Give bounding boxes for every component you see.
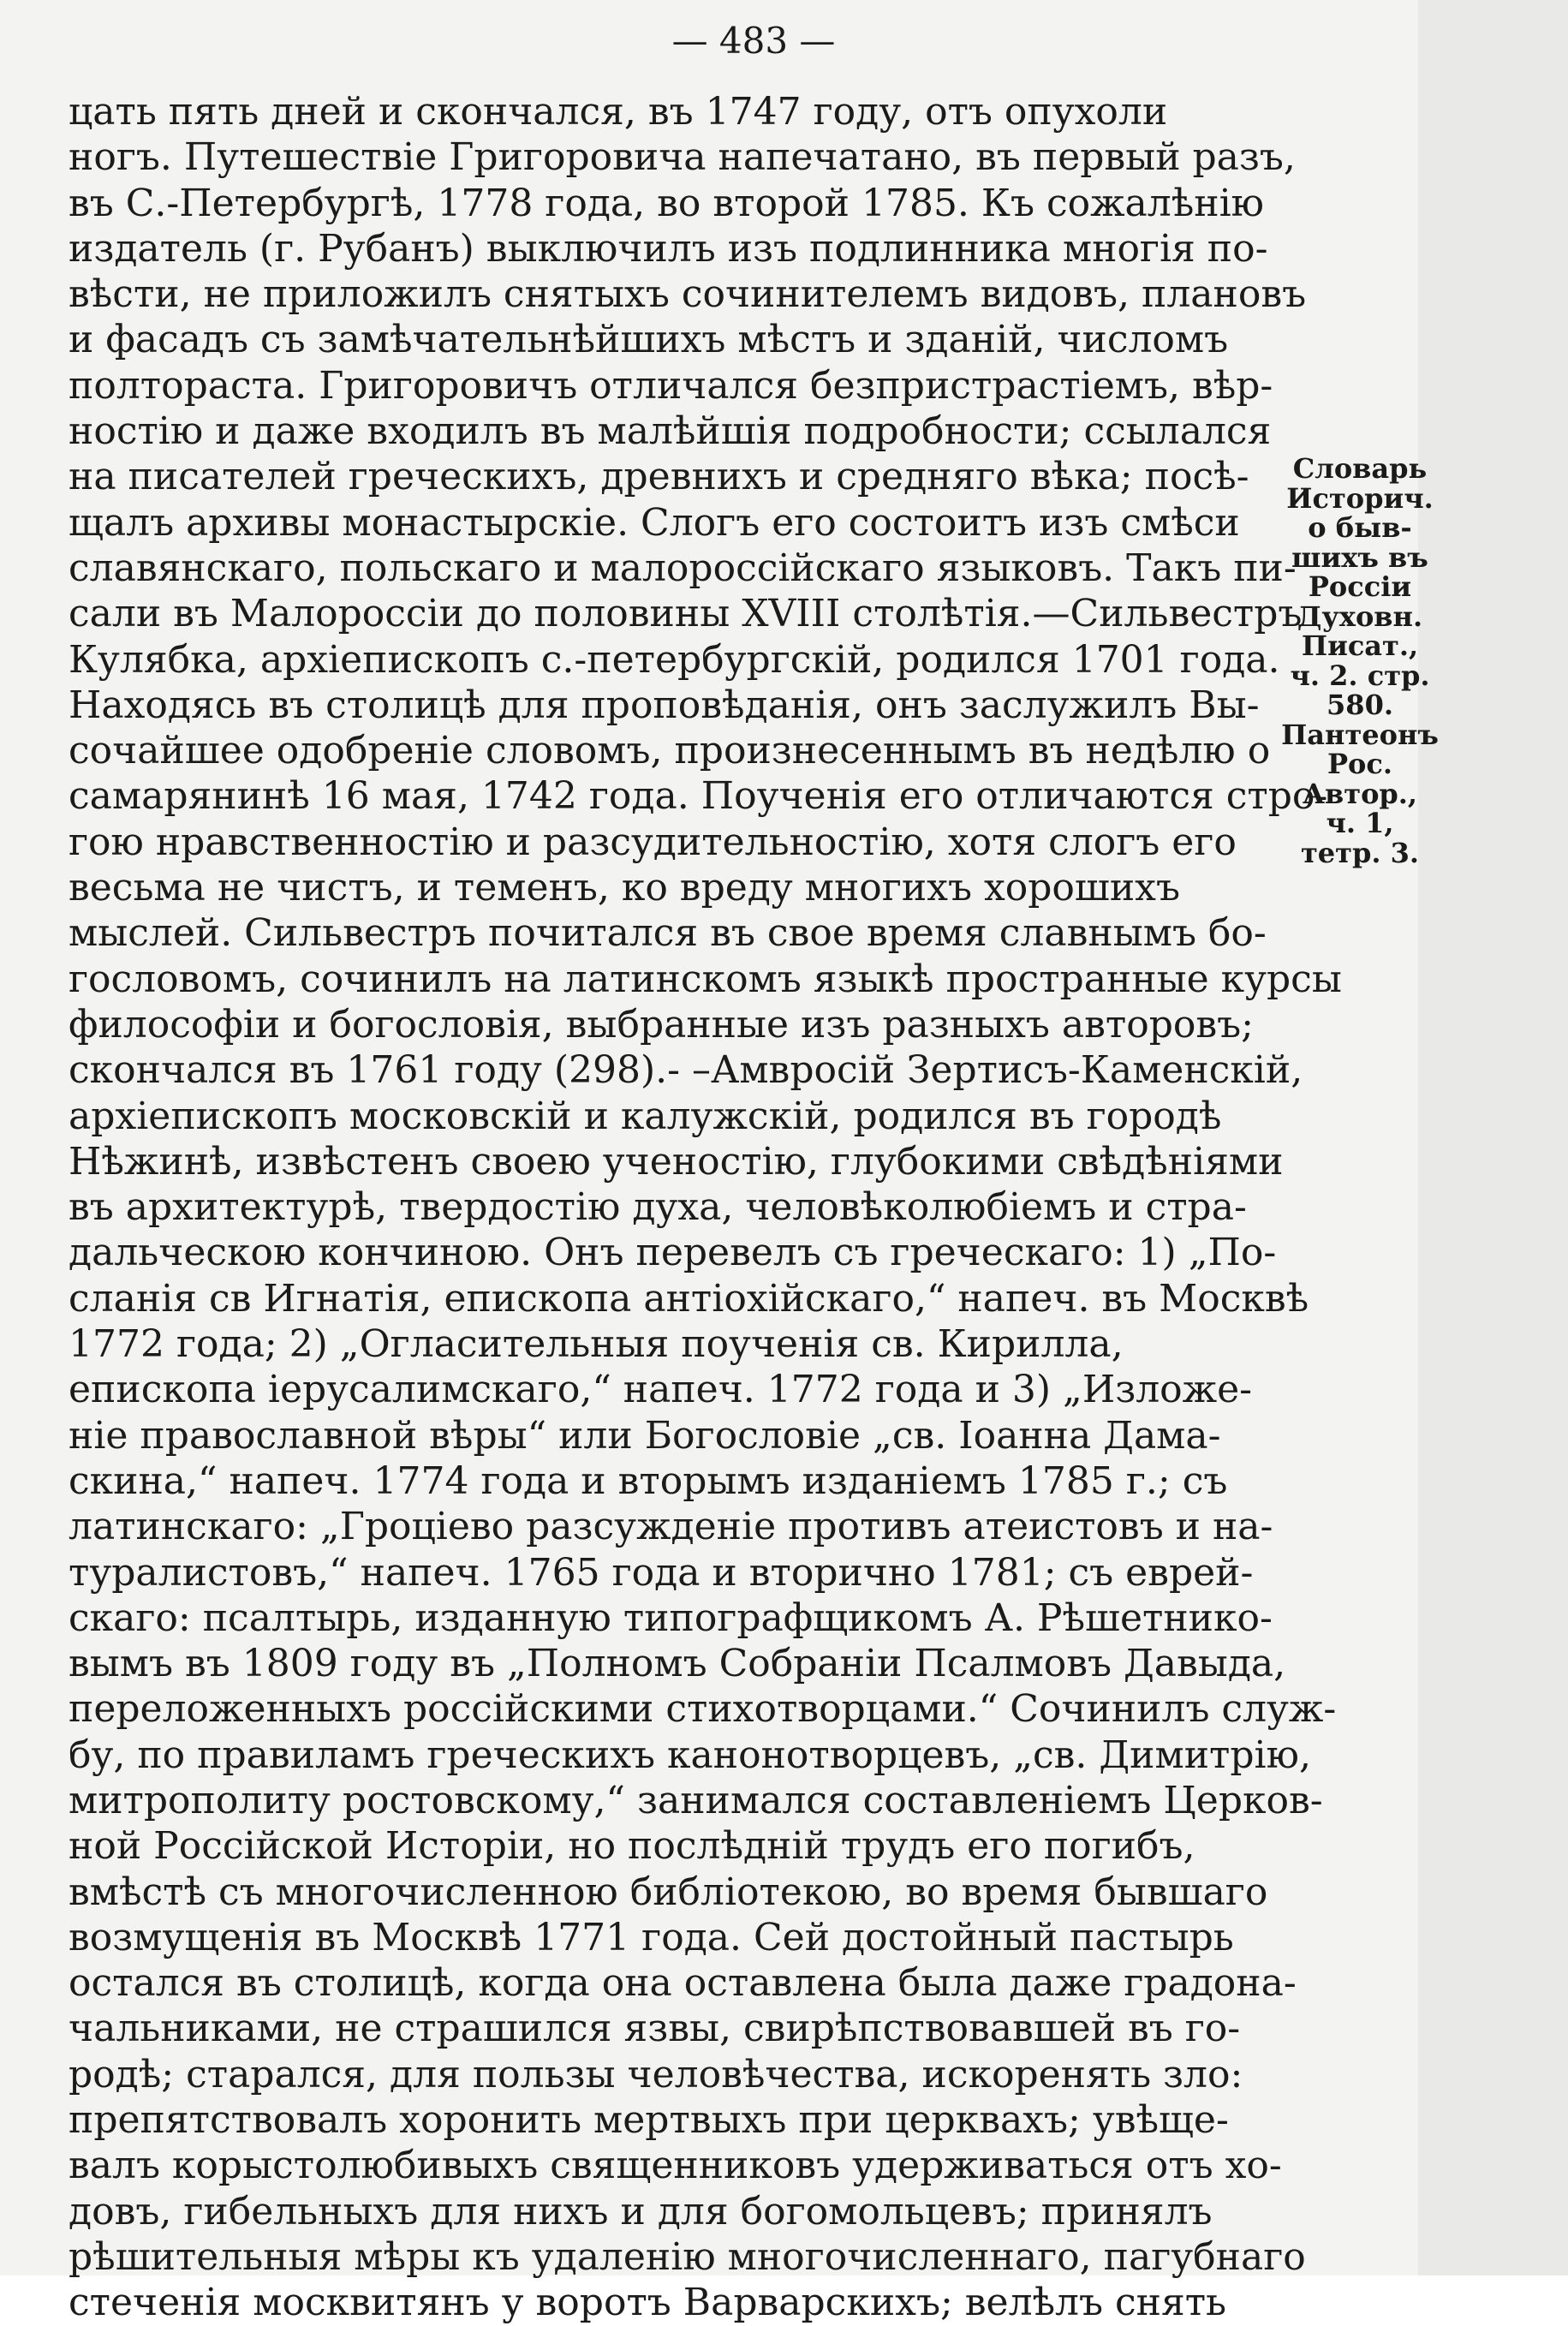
margin-note-line: тетр. 3. <box>1300 836 1420 869</box>
body-text <box>69 89 1342 2326</box>
text-line: скончался въ 1761 году (298).- –Амвросій Зертисъ-Каменскій, <box>69 1048 1303 1093</box>
text-line: славянскаго, польскаго и малороссійскаго языковъ. Такъ пи- <box>69 546 1297 590</box>
text-line: остался въ столицѣ, когда она оставлена была даже градона- <box>69 1961 1297 2006</box>
text-line: Кулябка, архіепископъ с.-петербургскій, родился 1701 года. <box>69 637 1280 682</box>
text-line: стеченія москвитянъ у воротъ Варварскихъ; велѣлъ снять <box>69 2281 1227 2325</box>
text-line: цать пять дней и скончался, въ 1747 году, отъ опухоли <box>69 90 1168 134</box>
text-line: препятствовалъ хоронить мертвыхъ при церквахъ; увѣще- <box>69 2098 1229 2143</box>
text-line: митрополиту ростовскому,“ занимался составленіемъ Церков- <box>69 1778 1323 1822</box>
text-line: самарянинѣ 16 мая, 1742 года. Поученія его отличаются стро- <box>69 774 1328 819</box>
text-line: туралистовъ,“ напеч. 1765 года и вторично 1781; съ еврей- <box>69 1550 1254 1595</box>
text-line: издатель (г. Рубанъ) выключилъ изъ подлинника многія по- <box>69 226 1268 271</box>
margin-note-line: о быв- <box>1308 511 1412 544</box>
text-line: довъ, гибельныхъ для нихъ и для богомольцевъ; принялъ <box>69 2189 1213 2234</box>
margin-note-line: ч. 2. стр. <box>1290 659 1430 692</box>
text-line: въ архитектурѣ, твердостію духа, человѣколюбіемъ и стра- <box>69 1185 1247 1230</box>
text-line: ніе православной вѣры“ или Богословіе „св. Іоанна Дама- <box>69 1413 1221 1458</box>
text-line: гословомъ, сочинилъ на латинскомъ языкѣ пространные курсы <box>69 957 1342 1001</box>
text-line: мыслей. Сильвестръ почитался въ свое время славнымъ бо- <box>69 911 1267 956</box>
text-line: 1772 года; 2) „Огласительныя поученія св. Кирилла, <box>69 1322 1124 1367</box>
text-line: архіепископъ московскій и калужскій, родился въ городѣ <box>69 1094 1222 1138</box>
text-line: сланія св Игнатія, епископа антіохійскаго,“ напеч. въ Москвѣ <box>69 1276 1309 1321</box>
margin-reference-note <box>1274 454 1446 868</box>
margin-note-line: Россіи <box>1308 570 1412 603</box>
text-line: философіи и богословія, выбранные изъ разныхъ авторовъ; <box>69 1002 1254 1047</box>
text-line: родѣ; старался, для пользы человѣчества, искоренять зло: <box>69 2052 1243 2096</box>
text-line: епископа іерусалимскаго,“ напеч. 1772 года и 3) „Изложе- <box>69 1368 1253 1412</box>
text-line: ной Россійской Исторіи, но послѣдній трудъ его погибъ, <box>69 1824 1195 1869</box>
margin-note-line: Писат., <box>1301 629 1419 662</box>
text-line: Нѣжинѣ, извѣстенъ своею ученостію, глубокими свѣдѣніями <box>69 1139 1284 1184</box>
text-line: переложенныхъ россійскими стихотворцами.“ Сочинилъ служ- <box>69 1687 1337 1732</box>
margin-note-line: Пантеонъ <box>1281 718 1439 751</box>
text-line: полтораста. Григоровичъ отличался безпристрастіемъ, вѣр- <box>69 363 1273 408</box>
text-line: вмѣстѣ съ многочисленною библіотекою, во время бывшаго <box>69 1870 1268 1914</box>
margin-note-line: ч. 1, <box>1326 807 1394 839</box>
margin-note-line: шихъ въ <box>1291 540 1428 574</box>
margin-note-line: Духовн. <box>1297 599 1423 633</box>
text-line: гою нравственностію и разсудительностію, хотя слогъ его <box>69 820 1237 864</box>
text-line: дальческою кончиною. Онъ перевелъ съ греческаго: 1) „По- <box>69 1231 1277 1275</box>
text-line: ностію и даже входилъ въ малѣйшія подробности; ссылался <box>69 409 1272 454</box>
margin-note-line: Рос. <box>1327 748 1393 780</box>
margin-note-line: 580. <box>1327 689 1393 721</box>
text-line: ногъ. Путешествіе Григоровича напечатано, въ первый разъ, <box>69 135 1296 180</box>
page-edge-shadow <box>1418 0 1568 2275</box>
text-line: сали въ Малороссіи до половины XVIII столѣтія.—Сильвестръ <box>69 592 1303 636</box>
text-line: чальниками, не страшился язвы, свирѣпствовавшей въ го- <box>69 2007 1241 2051</box>
text-line: скина,“ напеч. 1774 года и вторымъ изданіемъ 1785 г.; съ <box>69 1458 1228 1503</box>
text-line: вѣсти, не приложилъ снятыхъ сочинителемъ видовъ, плановъ <box>69 272 1307 317</box>
margin-note-line: Словарь <box>1292 452 1428 485</box>
text-line: бу, по правиламъ греческихъ канонотворцевъ, „св. Димитрію, <box>69 1733 1311 1777</box>
text-line: весьма не чистъ, и теменъ, ко вреду многихъ хорошихъ <box>69 866 1180 910</box>
text-line: Находясь въ столицѣ для проповѣданія, онъ заслужилъ Вы- <box>69 683 1260 727</box>
text-line: рѣшительныя мѣры къ удаленію многочисленнаго, пагубнаго <box>69 2234 1306 2279</box>
text-line: валъ корыстолюбивыхъ священниковъ удерживаться отъ хо- <box>69 2144 1282 2188</box>
text-line: возмущенія въ Москвѣ 1771 года. Сей достойный пастырь <box>69 1915 1234 1959</box>
text-line: латинскаго: „Гроціево разсужденіе противъ атеистовъ и на- <box>69 1505 1273 1549</box>
margin-note-line: Автор., <box>1302 777 1418 810</box>
text-line: въ С.-Петербургѣ, 1778 года, во второй 1785. Къ сожалѣнію <box>69 181 1264 225</box>
text-line: щалъ архивы монастырскіе. Слогъ его состоитъ изъ смѣси <box>69 500 1240 545</box>
text-line: на писателей греческихъ, древнихъ и средняго вѣка; посѣ- <box>69 455 1249 499</box>
text-line: и фасадъ съ замѣчательнѣйшихъ мѣстъ и зданій, числомъ <box>69 318 1229 362</box>
text-line: скаго: псалтырь, изданную типографщикомъ А. Рѣшетнико- <box>69 1595 1273 1640</box>
margin-note-line: Историч. <box>1286 481 1434 515</box>
text-line: сочайшее одобреніе словомъ, произнесеннымъ въ недѣлю о <box>69 729 1271 773</box>
page-number-header: — 483 — <box>671 20 836 62</box>
text-line: вымъ въ 1809 году въ „Полномъ Собраніи Псалмовъ Давыда, <box>69 1642 1286 1686</box>
